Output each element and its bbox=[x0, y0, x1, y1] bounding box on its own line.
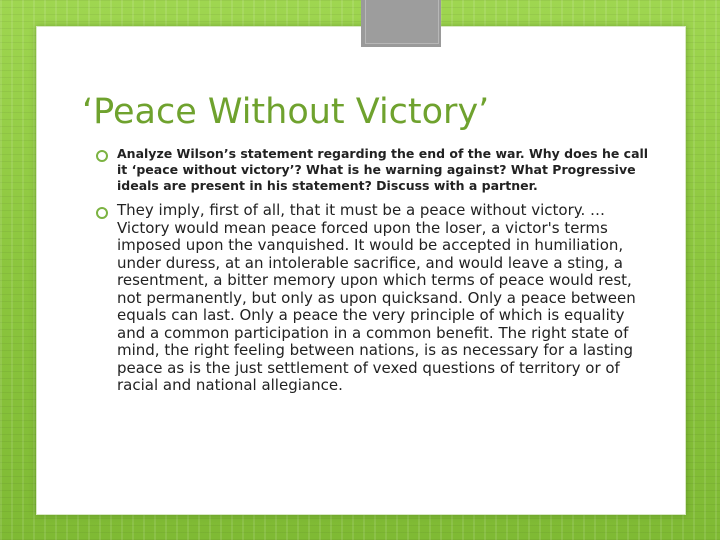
slide-title: ‘Peace Without Victory’ bbox=[82, 92, 490, 132]
bullet-question bbox=[96, 146, 656, 194]
ring-bullet-icon bbox=[96, 207, 108, 219]
top-tab-inner bbox=[365, 0, 439, 44]
ring-bullet-icon bbox=[96, 150, 108, 162]
bullet-quote-text: They imply, first of all, that it must be a peace without victory. … Victory would mean peace forced upon the loser, a victor's terms imposed upon the vanquished. It would be accepted in humiliation, under duress, at an intolerable sacrifice, and would leave a sting, a resentment, a bitter memory upon which terms of peace would rest, not permanently, but only as upon quicksand. Only a peace between equals can last. Only a peace the very principle of which is equality and a common participation in a common benefit. The right state of mind, the right feeling between nations, is as necessary for a lasting peace as is the just settlement of vexed questions of territory or of racial and national allegiance. bbox=[117, 201, 636, 394]
bullet-list bbox=[96, 146, 656, 395]
bullet-question-text: Analyze Wilson’s statement regarding the end of the war. Why does he call it ‘peace without victory’? What is he warning against? What Progressive ideals are present in his statement? Discuss with a partner. bbox=[117, 146, 649, 193]
bullet-quote bbox=[96, 202, 656, 395]
